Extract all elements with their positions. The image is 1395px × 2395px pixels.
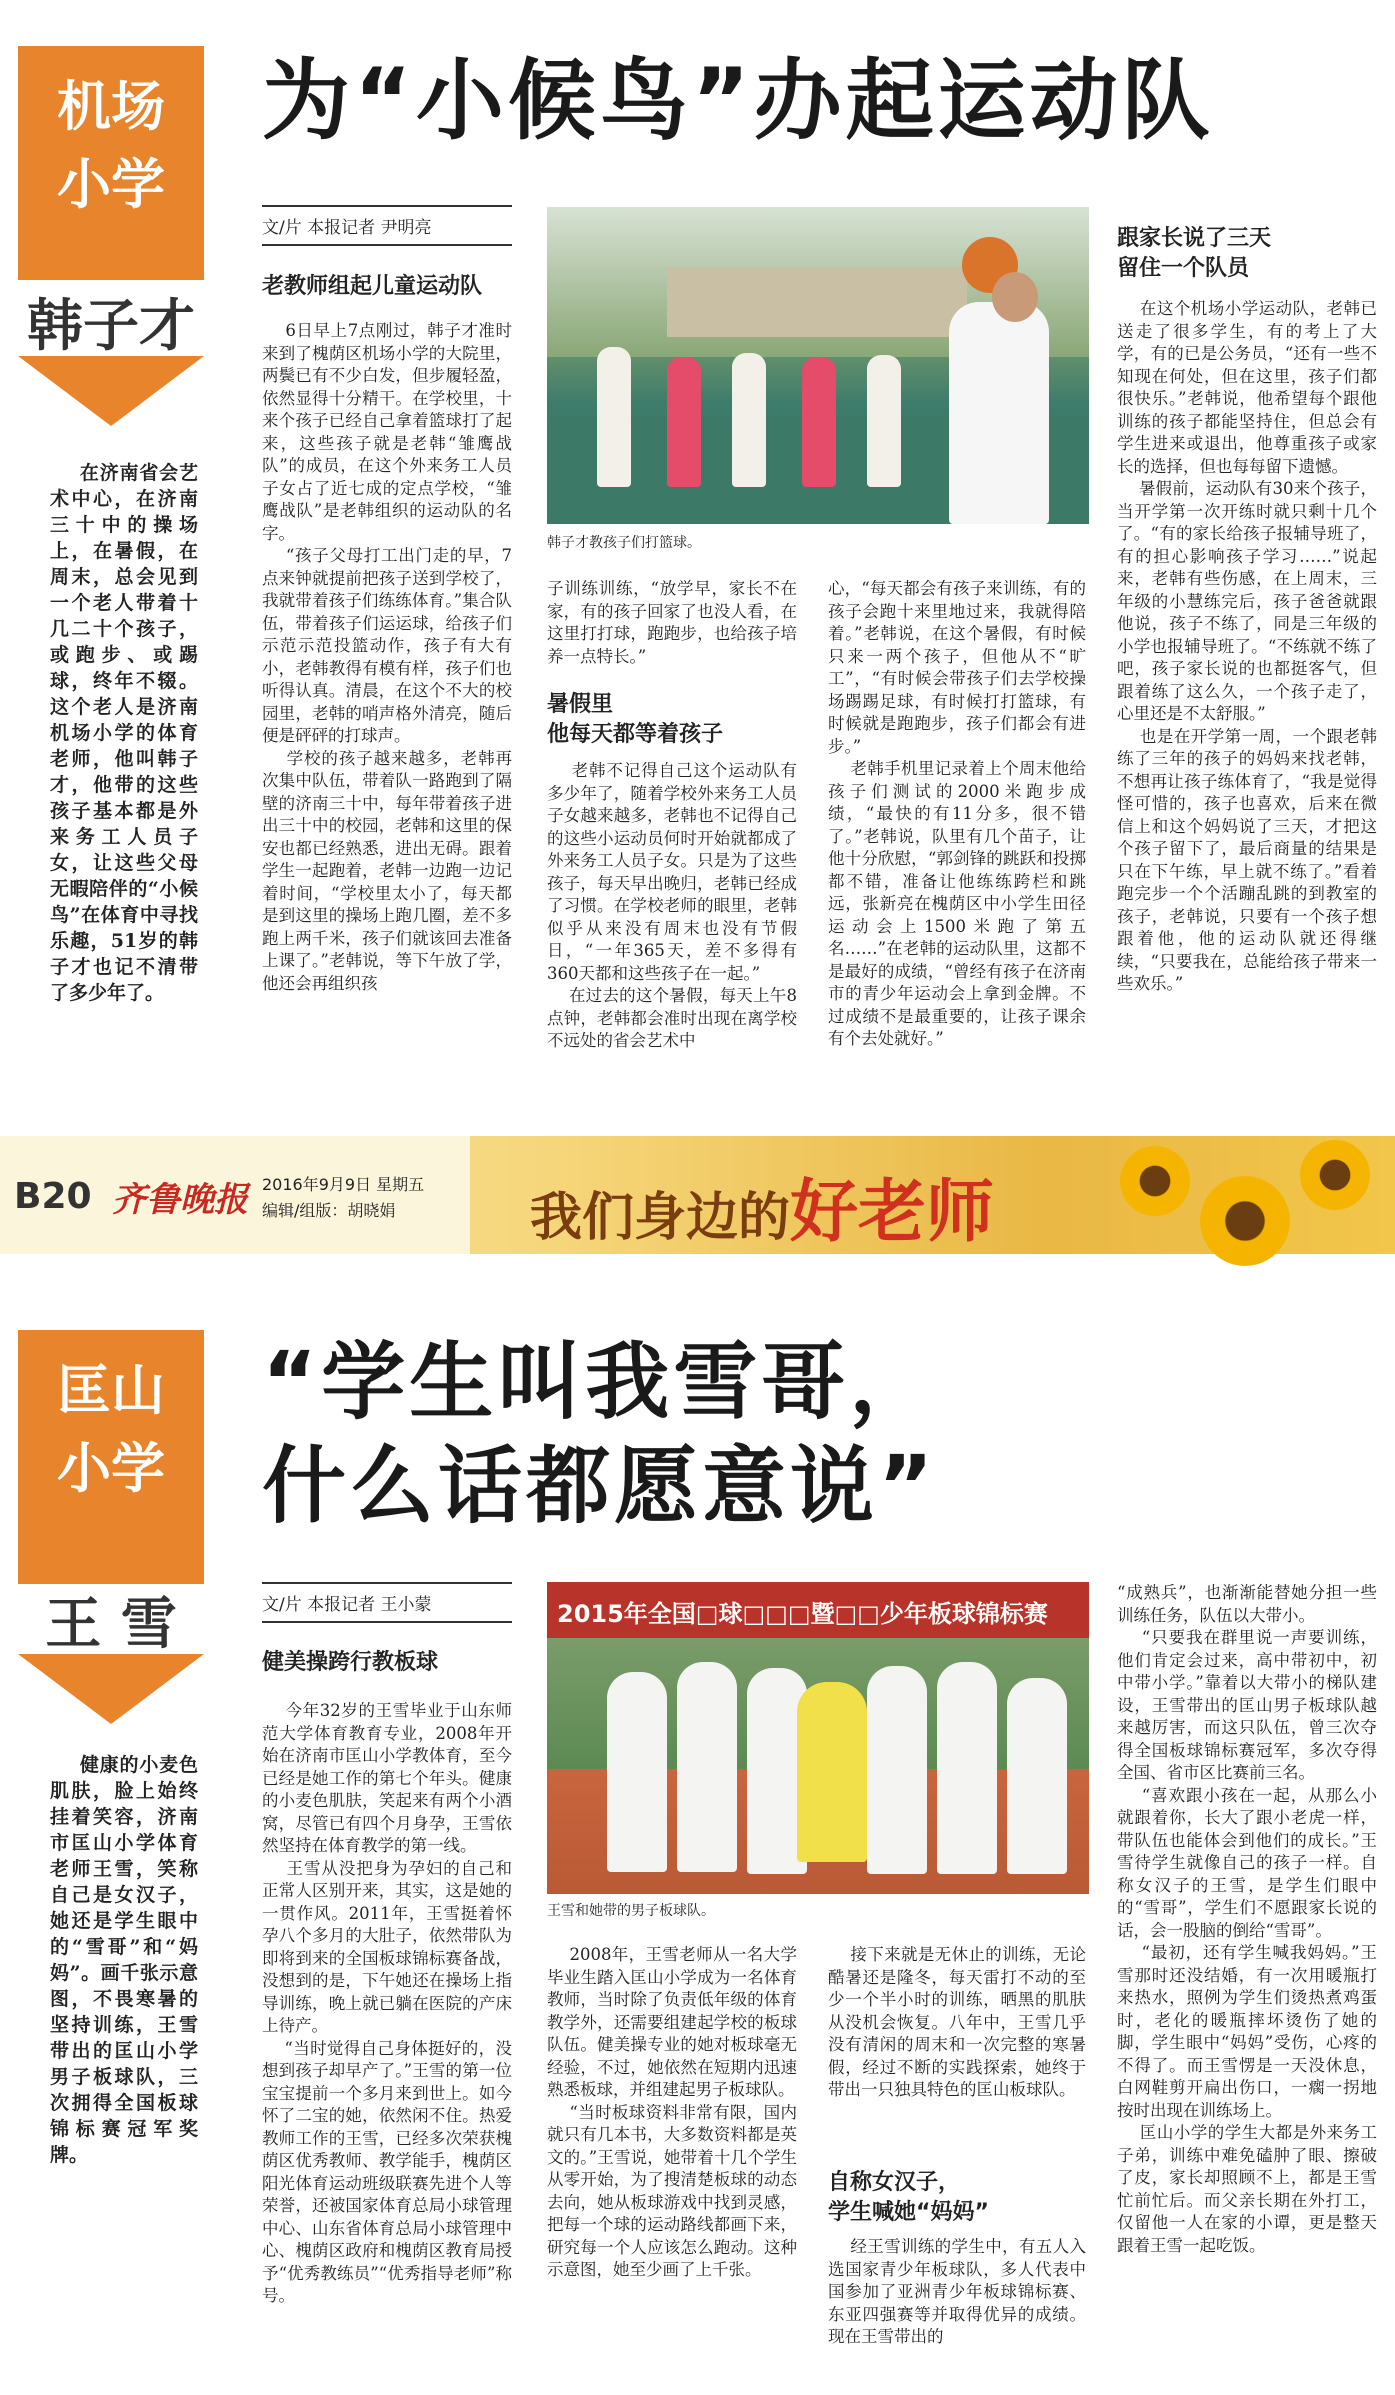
photo-caption: 王雪和她带的男子板球队。 bbox=[547, 1903, 715, 1919]
column-3a: 接下来就是无休止的训练，无论酷暑还是隆冬，每天雷打不动的至少一个半小时的训练，晒黑的肌肤从没机会恢复。八年中，王雪几乎没有清闲的周末和一次完整的寒暑假，经过不断的实践探索，她终于带出一只独具特色的匡山板球队。 bbox=[828, 1945, 1086, 2099]
teacher-name: 王 雪 bbox=[45, 1591, 177, 1657]
cricket-team-photo bbox=[547, 1582, 1089, 1894]
column-2: 2008年，王雪老师从一名大学毕业生踏入匡山小学成为一名体育教师，当时除了负责低年级的体育教学外，还需要组建起学校的板球队伍。健美操专业的她对板球毫无经验，不过，她依然在短期内迅速熟悉板球，并组建起男子板球队。 “当时板球资料非常有限，国内就只有几本书，大多数资料都是英文的。”王雪说，她带着十几个学生从零开始，为了搜清楚板球的动态去向，她从板球游戏中找到灵感，把每一个球的运动路线都画下来，研究每一个人应该怎么跑动。这种示意图，她至少画了上千张。 bbox=[547, 1945, 797, 2279]
column-4: “成熟兵”，也渐渐能替她分担一些训练任务，队伍以大带小。 “只要我在群里说一声要训练，他们肯定会过来，高中带初中，初中带小学。”靠着以大带小的梯队建设，王雪带出的匡山男子板球队越来越厉害，而这只队伍，曾三次夺得全国板球锦标赛冠军，多次夺得全国、省市区比赛前三名。 “喜欢跟小孩在一起，从那么小就跟着你，长大了跟小老虎一样，带队伍也能体会到他们的成长。”王雪待学生就像自己的孩子一样。自称女汉子的王雪，是学生们眼中的“雪哥”，学生们不愿跟家长说的话，会一股脑的倒给“雪哥”。 “最初，还有学生喊我妈妈。”王雪那时还没结婚，有一次用暖瓶打来热水，照例为学生们烫热煮鸡蛋时，老化的暖瓶摔坏烫伤了她的脚，学生眼中“妈妈”受伤，心疼的不得了。而王雪愣是一天没休息，白网鞋剪开扁出伤口，一瘸一拐地按时出现在训练场上。 匡山小学的学生大都是外来务工子弟，训练中难免磕肿了眼、擦破了皮，家长却照顾不上，都是王雪忙前忙后。而父亲长期在外打工，仅留他一人在家的小谭，更是整天跟着王雪一起吃饭。 bbox=[1117, 1583, 1377, 2255]
editor: 编辑/组版：胡晓娟 bbox=[262, 1201, 396, 1220]
headline-line2: 什么话都愿意说” bbox=[262, 1437, 938, 1535]
byline: 文/片 本报记者 尹明亮 bbox=[262, 205, 512, 246]
headline: 为“小候鸟”办起运动队 bbox=[262, 49, 1214, 152]
paper-name: 齐鲁晚报 bbox=[112, 1180, 248, 1220]
school-tag-line1: 匡山 bbox=[57, 1359, 165, 1422]
headline-line1: “学生叫我雪哥， bbox=[262, 1333, 938, 1431]
school-tag-line1: 机场 bbox=[57, 75, 165, 138]
subheading-1: 健美操跨行教板球 bbox=[262, 1650, 439, 1675]
photo-caption: 韩子才教孩子们打篮球。 bbox=[547, 535, 701, 551]
school-tag-line2: 小学 bbox=[57, 1437, 165, 1500]
subheading-1: 老教师组起儿童运动队 bbox=[262, 274, 483, 299]
subheading-2: 暑假里 他每天都等着孩子 bbox=[547, 692, 724, 747]
headline bbox=[262, 1330, 937, 1538]
down-arrow-icon bbox=[18, 356, 204, 426]
banner-title-highlight: 好老师 bbox=[790, 1173, 995, 1252]
column-3: 心，“每天都会有孩子来训练，有的孩子会跑十来里地过来，我就得陪着。”老韩说，在这个暑假，有时候只来一两个孩子，但他从不“旷工”，“有时候会带孩子们去学校操场踢踢足球，有时候打打篮球，有时候就是跑跑步，孩子们都会有进步。” 老韩手机里记录着上个周末他给孩子们测试的2000米跑步成绩，“最快的有11分多，很不错了。”老韩说，队里有几个苗子，让他十分欣慰，“郭剑锋的跳跃和投掷都不错，准备让他练练跨栏和跳远，张新亮在槐荫区中小学生田径运动会上1500米跑了第五名……”在老韩的运动队里，这都不是最好的成绩，“曾经有孩子在济南市的青少年运动会上拿到金牌。不过成绩不是最重要的，让孩子课余有个去处就好。” bbox=[828, 579, 1086, 1048]
school-tag-box bbox=[18, 1330, 204, 1584]
issue-date: 2016年9月9日 星期五 bbox=[262, 1175, 425, 1194]
sunflower-icon bbox=[1300, 1140, 1370, 1210]
section-banner bbox=[0, 1136, 1395, 1254]
down-arrow-icon bbox=[18, 1654, 204, 1724]
side-summary: 在济南省会艺术中心，在济南三十中的操场上，在暑假，在周末，总会见到一个老人带着十几二十个孩子，或跑步、或踢球，终年不辍。这个老人是济南机场小学的体育老师，他叫韩子才，他带的这些孩子基本都是外来务工人员子女，让这些父母无暇陪伴的“小候鸟”在体育中寻找乐趣，51岁的韩子才也记不清带了多少年了。 bbox=[50, 462, 198, 1004]
photo-banner-text: 2015年全国□球□□□暨□□少年板球锦标赛 bbox=[557, 1600, 1048, 1628]
column-2b: 老韩不记得自己这个运动队有多少年了，随着学校外来务工人员子女越来越多，老韩也不记得自己的这些小运动员何时开始就都成了外来务工人员子女。只是为了这些孩子，每天早出晚归，老韩已经成了习惯。在学校老师的眼里，老韩似乎从来没有周末也没有节假日，“一年365天，差不多得有360天都和这些孩子在一起。” 在过去的这个暑假，每天上午8点钟，老韩都会准时出现在离学校不远处的省会艺术中 bbox=[547, 761, 797, 1050]
subheading-2: 自称女汉子， 学生喊她“妈妈” bbox=[828, 2170, 989, 2225]
column-3b: 经王雪训练的学生中，有五人入选国家青少年板球队，多人代表中国参加了亚洲青少年板球锦标赛、东亚四强赛等并取得优异的成绩。现在王雪带出的 bbox=[828, 2237, 1086, 2346]
column-2a: 子训练训练，“放学早，家长不在家，有的孩子回家了也没人看，在这里打打球，跑跑步，也给孩子培养一点特长。” bbox=[547, 579, 797, 666]
byline: 文/片 本报记者 王小蒙 bbox=[262, 1582, 512, 1623]
sunflower-icon bbox=[1120, 1146, 1190, 1216]
banner-title bbox=[530, 1158, 994, 1255]
page-number: B20 bbox=[14, 1176, 92, 1217]
school-tag-box bbox=[18, 46, 204, 280]
side-summary: 健康的小麦色肌肤，脸上始终挂着笑容，济南市匡山小学体育老师王雪，笑称自己是女汉子，她还是学生眼中的“雪哥”和“妈妈”。画千张示意图，不畏寒暑的坚持训练，王雪带出的匡山小学男子板球队，三次拥得全国板球锦标赛冠军奖牌。 bbox=[50, 1754, 198, 2166]
sunflower-icon bbox=[1200, 1176, 1290, 1266]
teacher-name: 韩子才 bbox=[27, 293, 195, 359]
column-1: 6日早上7点刚过，韩子才准时来到了槐荫区机场小学的大院里，两鬓已有不少白发，但步履轻盈，依然显得十分精干。在学校里，十来个孩子已经自己拿着篮球打了起来，这些孩子就是老韩“雏鹰战队”的成员，在这个外来务工人员子女占了近七成的定点学校，“雏鹰战队”是老韩组织的运动队的名字。 “孩子父母打工出门走的早，7点来钟就提前把孩子送到学校了，我就带着孩子们练练体育。”集合队伍，带着孩子们运运球，给孩子们示范示范投篮动作，孩子有大有小，老韩教得有模有样，孩子们也听得认真。清晨，在这个不大的校园里，老韩的哨声格外清亮，随后便是砰砰的打球声。 学校的孩子越来越多，老韩再次集中队伍，带着队一路跑到了隔壁的济南三十中，每年带着孩子进出三十中的校园，老韩和这里的保安也都已经熟悉，进出无碍。跟着学生一起跑着，老韩一边跑一边记着时间，“学校里太小了，每天都是到这里的操场上跑几圈，差不多跑上两千米，孩子们就该回去准备上课了。”老韩说，等下午放了学，他还会再组织孩 bbox=[262, 321, 512, 993]
column-4: 在这个机场小学运动队，老韩已送走了很多学生，有的考上了大学，有的已是公务员，“还有一些不知现在何处，但在这里，孩子们都很快乐。”老韩说，他希望每个跟他训练的孩子都能坚持住，但总会有学生进来或退出，他尊重孩子或家长的选择，但也每每留下遗憾。 暑假前，运动队有30来个孩子，当开学第一次开练时就只剩十几个了。“有的家长给孩子报辅导班了，有的担心影响孩子学习……”说起来，老韩有些伤感，在上周末，三年级的小慧练完后，孩子爸爸就跟他说，孩子不练了，同是三年级的小学也报辅导班了。“不练就不练了吧，孩子家长说的也都挺客气，但跟着练了这么久，一个孩子走了，心里还是不太舒服。” 也是在开学第一周，一个跟老韩练了三年的孩子的妈妈来找老韩，不想再让孩子练体育了，“我是觉得怪可惜的，孩子也喜欢，后来在微信上和这个妈妈说了三天，才把这个孩子留下了，最后商量的结果是只在下午练，早上就不练了。”看着跑完步一个个活蹦乱跳的到教室的孩子，老韩说，只要有一个孩子想跟着他，他的运动队就还得继续，“只要我在，总能给孩子带来一些欢乐。” bbox=[1117, 299, 1377, 993]
banner-title-prefix: 我们身边的 bbox=[530, 1188, 791, 1248]
subheading-3: 跟家长说了三天 留住一个队员 bbox=[1117, 226, 1272, 281]
column-1: 今年32岁的王雪毕业于山东师范大学体育教育专业，2008年开始在济南市匡山小学教体育，至今已经是她工作的第七个年头。健康的小麦色肌肤，笑起来有两个小酒窝，尽管已有四个月身孕，王雪依然坚持在体育教学的第一线。 王雪从没把身为孕妇的自己和正常人区别开来，其实，这是她的一贯作风。2011年，王雪挺着怀孕八个多月的大肚子，依然带队为即将到来的全国板球锦标赛备战，没想到的是，下午她还在操场上指导训练，晚上就已躺在医院的产床上待产。 “当时觉得自己身体挺好的，没想到孩子却早产了。”王雪的第一位宝宝提前一个多月来到世上。如今怀了二宝的她，依然闲不住。热爱教师工作的王雪，已经多次荣获槐荫区优秀教师、教学能手，槐荫区阳光体育运动班级联赛先进个人等荣誉，还被国家体育总局小球管理中心、山东省体育总局小球管理中心、槐荫区政府和槐荫区教育局授予“优秀教练员”“优秀指导老师”称号。 bbox=[262, 1701, 512, 2305]
basketball-photo bbox=[547, 207, 1089, 524]
school-tag-line2: 小学 bbox=[57, 153, 165, 216]
